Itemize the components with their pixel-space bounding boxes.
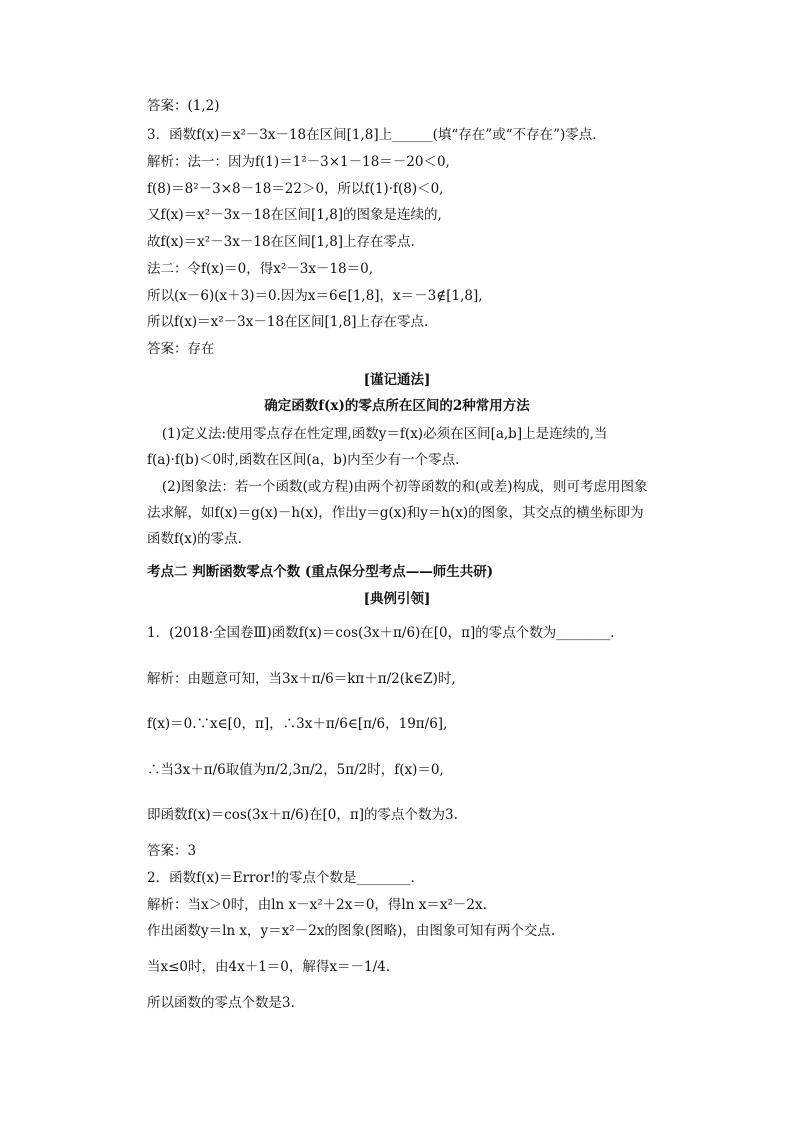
solution-line: 解析：法一：因为f(1)＝1²－3×1－18＝－20＜0, <box>147 154 450 170</box>
example-2-solution: 当x≤0时，由4x＋1＝0，解得x＝－1/4. <box>147 959 391 975</box>
example-1-solution: 解析：由题意可知，当3x＋π/6＝kπ＋π/2(k∈Z)时, <box>147 671 456 687</box>
solution-line: 所以f(x)＝x²－3x－18在区间[1,8]上存在零点. <box>147 314 429 330</box>
question-3: 3．函数f(x)＝x²－3x－18在区间[1,8]上______(填“存在”或“不存在”)零点． <box>147 127 606 143</box>
example-1-answer: 答案：3 <box>147 843 197 859</box>
solution-line: 又f(x)＝x²－3x－18在区间[1,8]的图象是连续的, <box>147 207 442 223</box>
example-1-solution: 即函数f(x)＝cos(3x＋π/6)在[0，π]的零点个数为3. <box>147 807 458 823</box>
example-1-solution: ∴当3x＋π/6取值为π/2,3π/2，5π/2时，f(x)＝0, <box>147 762 444 778</box>
method-2: (2)图象法：若一个函数(或方程)由两个初等函数的和(或差)构成，则可考虑用图象法求解，如f(x)＝g(x)－h(x)，作出y＝g(x)和y＝h(x)的图象，其交点的横坐标即为函数f(x)的零点. <box>147 479 648 547</box>
example-1-solution: f(x)＝0.∵x∈[0，π]，∴3x＋π/6∈[π/6，19π/6], <box>147 716 448 732</box>
method-1: (1)定义法:使用零点存在性定理,函数y＝f(x)必须在区间[a,b]上是连续的,当f(a)·f(b)＜0时,函数在区间(a，b)内至少有一个零点. <box>147 426 608 468</box>
example-2-solution: 作出函数y＝ln x，y＝x²－2x的图象(图略)，由图象可知有两个交点. <box>147 923 556 939</box>
example-heading: [典例引领] <box>363 591 431 607</box>
example-2: 2．函数f(x)＝Error!的零点个数是________． <box>147 870 425 886</box>
solution-line: f(8)＝8²－3×8－18＝22＞0，所以f(1)·f(8)＜0, <box>147 181 444 197</box>
solution-line: 故f(x)＝x²－3x－18在区间[1,8]上存在零点. <box>147 234 415 250</box>
method-title: 确定函数f(x)的零点所在区间的2种常用方法 <box>264 398 530 414</box>
example-1: 1．(2018·全国卷Ⅲ)函数f(x)＝cos(3x＋π/6)在[0，π]的零点个数为________． <box>147 625 624 641</box>
topic-heading: 考点二 判断函数零点个数 (重点保分型考点——师生共研) <box>147 564 494 580</box>
example-2-conclusion: 所以函数的零点个数是3. <box>147 995 295 1011</box>
answer-prev: 答案：(1,2) <box>147 98 220 114</box>
answer-3: 答案：存在 <box>147 341 215 357</box>
solution-line: 所以(x－6)(x＋3)＝0.因为x＝6∈[1,8]，x＝－3∉[1,8], <box>147 288 483 304</box>
section-heading-method: [谨记通法] <box>363 372 431 388</box>
example-2-solution: 解析：当x＞0时，由ln x－x²＋2x＝0，得ln x＝x²－2x. <box>147 897 487 913</box>
solution-line: 法二：令f(x)＝0，得x²－3x－18＝0, <box>147 261 374 277</box>
